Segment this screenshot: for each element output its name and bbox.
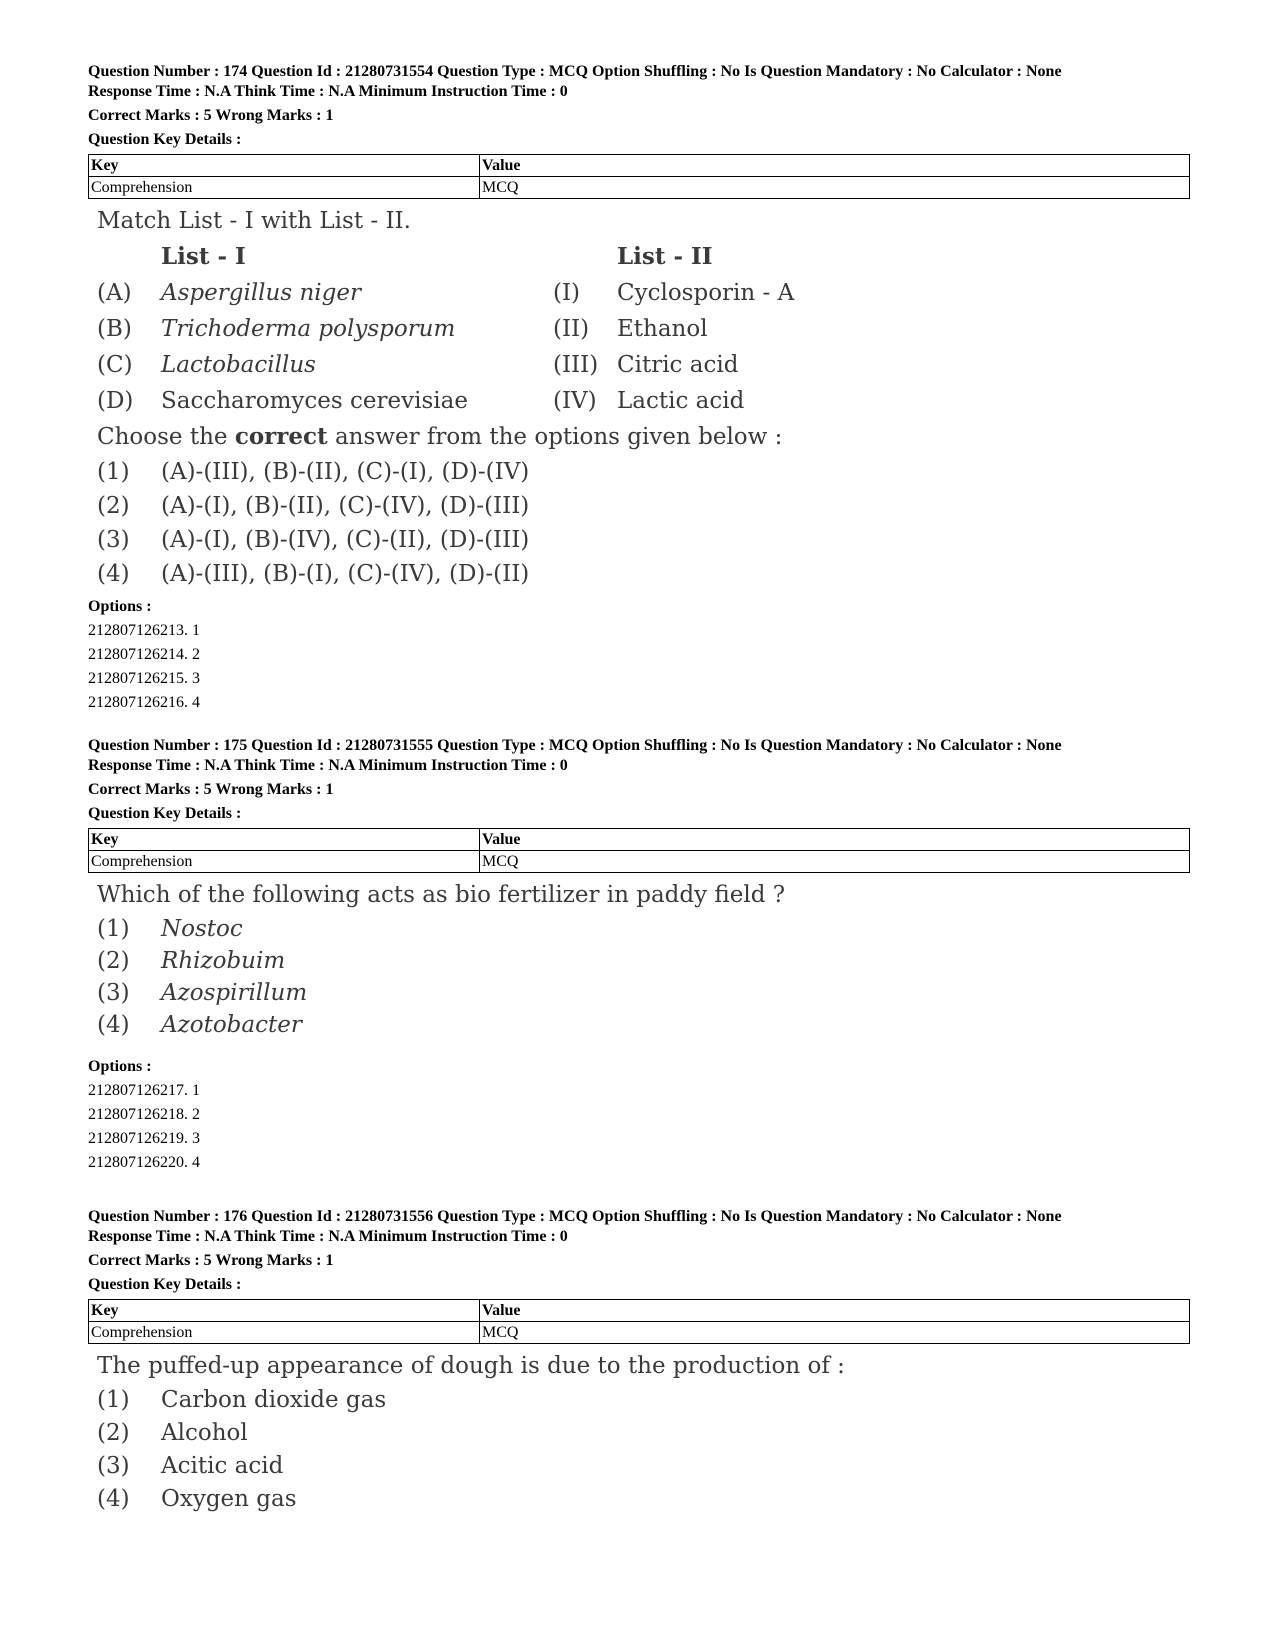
table-cell-key: Comprehension [89,177,480,199]
table-cell-key: Comprehension [89,851,480,873]
list-2-item: Ethanol [617,316,708,342]
question-marks: Correct Marks : 5 Wrong Marks : 1 [88,781,334,798]
table-header-key: Key [89,155,480,177]
list-1-heading: List - I [161,243,246,270]
option-id: 212807126220. 4 [88,1154,200,1171]
list-row [97,383,1190,419]
option-id: 212807126214. 2 [88,646,200,663]
answer-choice: (4) Azotobacter [97,1012,302,1038]
list-2-item: Citric acid [617,352,739,378]
question-175 [88,736,1190,1175]
options-list [88,595,1190,715]
list-row-label: (C) [97,352,133,378]
option-id: 212807126218. 2 [88,1106,200,1123]
list-1-item: Saccharomyces cerevisiae [161,388,468,414]
question-timing: Response Time : N.A Think Time : N.A Minimum Instruction Time : 0 [88,83,568,100]
answer-choice: (1) Nostoc [97,916,243,942]
list-row [97,311,1190,347]
answer-choice: (3) Azospirillum [97,980,308,1006]
options-title: Options : [88,1058,152,1075]
options-title: Options : [88,598,152,615]
answer-choice: (2) (A)-(I), (B)-(II), (C)-(IV), (D)-(III) [97,493,530,519]
answer-choice: (3) Acitic acid [97,1453,284,1479]
table-cell-value: MCQ [480,1322,1190,1344]
table-cell-value: MCQ [480,851,1190,873]
table-cell-value: MCQ [480,177,1190,199]
options-list [88,1055,1190,1175]
option-id: 212807126219. 3 [88,1130,200,1147]
question-176 [88,1207,1190,1516]
question-instruction: Choose the correct answer from the options given below : [97,423,783,450]
question-image-content [97,1348,1190,1516]
question-key-details-label: Question Key Details : [88,1276,242,1293]
question-image-content [97,203,1190,591]
question-stem: Which of the following acts as bio fertilizer in paddy field ? [97,882,786,908]
list-2-item: Cyclosporin - A [617,280,795,306]
list-1-item: Lactobacillus [161,352,316,378]
list-header-row [97,239,1190,275]
question-timing: Response Time : N.A Think Time : N.A Minimum Instruction Time : 0 [88,1228,568,1245]
answer-choice: (1) Carbon dioxide gas [97,1387,387,1413]
question-key-details-label: Question Key Details : [88,805,242,822]
table-header-value: Value [480,155,1190,177]
question-meta: Question Number : 176 Question Id : 21280731556 Question Type : MCQ Option Shuffling : No Is Question Mandatory : No Calculator : None [88,1208,1062,1225]
list-1-item: Trichoderma polysporum [161,316,456,342]
key-value-table [88,154,1190,199]
question-key-details-label: Question Key Details : [88,131,242,148]
key-value-table [88,828,1190,873]
table-header-value: Value [480,1300,1190,1322]
table-header-key: Key [89,829,480,851]
list-row-label: (D) [97,388,134,414]
answer-choice: (2) Alcohol [97,1420,248,1446]
list-2-item: Lactic acid [617,388,745,414]
list-2-label: (III) [553,352,599,378]
answer-choice: (4) (A)-(III), (B)-(I), (C)-(IV), (D)-(II) [97,561,530,587]
question-stem: The puffed-up appearance of dough is due to the production of : [97,1353,845,1379]
list-2-label: (I) [553,280,581,306]
option-id: 212807126217. 1 [88,1082,200,1099]
option-id: 212807126213. 1 [88,622,200,639]
option-id: 212807126216. 4 [88,694,200,711]
question-meta: Question Number : 175 Question Id : 21280731555 Question Type : MCQ Option Shuffling : No Is Question Mandatory : No Calculator : None [88,737,1062,754]
question-image-content [97,877,1190,1041]
list-row-label: (B) [97,316,132,342]
table-header-value: Value [480,829,1190,851]
answer-choice: (3) (A)-(I), (B)-(IV), (C)-(II), (D)-(III) [97,527,530,553]
question-174 [88,62,1190,715]
answer-choice: (2) Rhizobuim [97,948,286,974]
question-timing: Response Time : N.A Think Time : N.A Minimum Instruction Time : 0 [88,757,568,774]
list-row-label: (A) [97,280,132,306]
list-2-heading: List - II [617,243,713,270]
question-stem: Match List - I with List - II. [97,208,411,234]
answer-choice: (4) Oxygen gas [97,1486,297,1512]
list-2-label: (IV) [553,388,597,414]
list-1-item: Aspergillus niger [161,280,361,306]
question-meta: Question Number : 174 Question Id : 21280731554 Question Type : MCQ Option Shuffling : No Is Question Mandatory : No Calculator : None [88,63,1062,80]
table-header-key: Key [89,1300,480,1322]
answer-choice: (1) (A)-(III), (B)-(II), (C)-(I), (D)-(IV) [97,459,530,485]
list-row [97,275,1190,311]
list-2-label: (II) [553,316,590,342]
list-row [97,347,1190,383]
question-marks: Correct Marks : 5 Wrong Marks : 1 [88,1252,334,1269]
option-id: 212807126215. 3 [88,670,200,687]
question-marks: Correct Marks : 5 Wrong Marks : 1 [88,107,334,124]
table-cell-key: Comprehension [89,1322,480,1344]
key-value-table [88,1299,1190,1344]
